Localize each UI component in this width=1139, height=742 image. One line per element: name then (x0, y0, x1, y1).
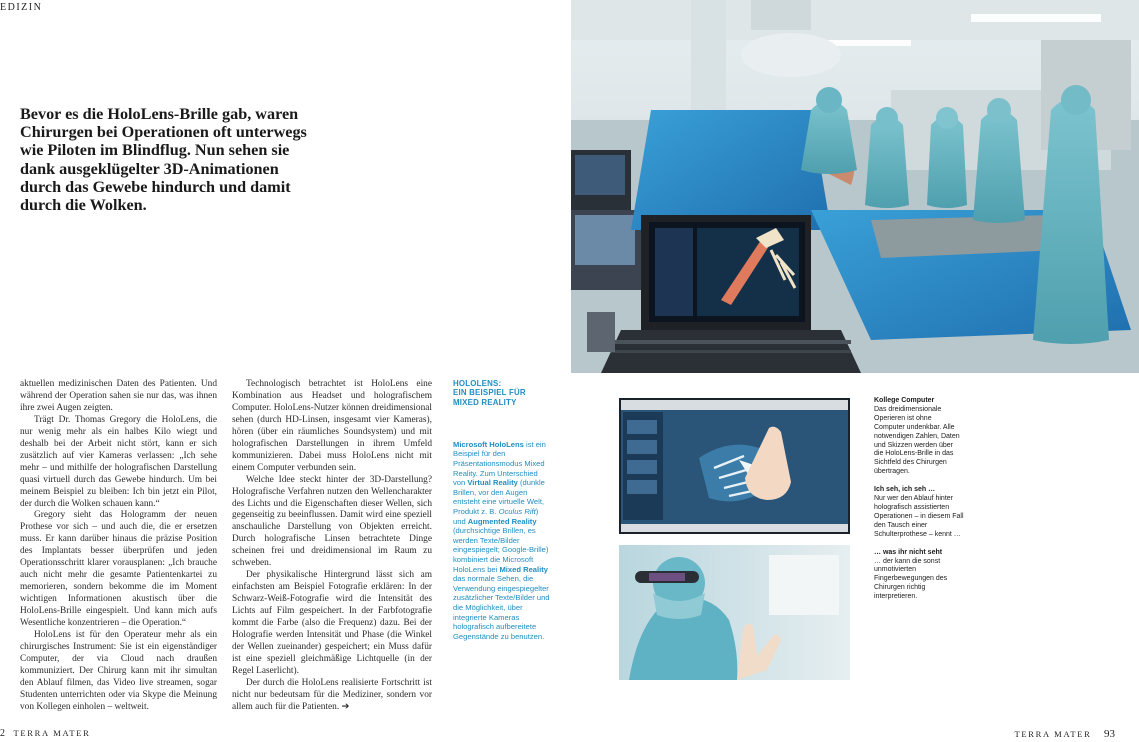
info-box-text-run: Augmented Reality (467, 516, 537, 526)
magazine-name-right: TERRA MATER (1014, 729, 1092, 739)
info-box-text-run: (durchsichtige Brillen, es werden Texte/Bilder eingespiegelt; Google-Brille) kombiniert die Microsoft HoloLens bei (453, 526, 549, 574)
info-box-heading: HOLOLENS: EIN BEISPIEL FÜR MIXED REALITY (453, 379, 526, 407)
hologram-shoulder-illustration (619, 398, 850, 534)
folio-right (1014, 728, 1115, 740)
caption-title: … was ihr nicht seht (874, 548, 943, 556)
article-paragraph: Welche Idee steckt hinter der 3D-Darstellung? Holografische Verfahren nutzen den Wellencharakter des Lichts und die Eigenschaften dieser Wellen, sich gegenseitig zu beeinflussen. Damit wird eine speziell anschauliche Darstellung von Objekten erreicht. Durch holografische Linsen betrachtete Dinge scheinen frei und dreidimensional im Raum zu schweben. (232, 474, 432, 569)
info-box-text-run: ) und (453, 507, 539, 526)
operating-room-illustration (571, 0, 1139, 373)
photo-captions (874, 397, 964, 611)
caption-title: Ich seh, ich seh … (874, 486, 936, 494)
hololens-info-box (453, 379, 551, 641)
page-number-left: 2 (0, 728, 5, 739)
intro-paragraph: Bevor es die HoloLens-Brille gab, waren Chirurgen bei Operationen oft unterwegs wie Piloten im Blindflug. Nun sehen sie dank ausgeklügelter 3D-Animationen durch das Gewebe hindurch und damit durch die Wolken. (20, 105, 307, 215)
caption (874, 397, 964, 477)
info-box-text-run: (dunkle Brillen, vor den Augen entsteht eine virtuelle Welt, Produkt z. B. (453, 478, 545, 517)
article-column-2 (232, 379, 432, 714)
surgeon-hololens-photo (619, 545, 850, 680)
caption (874, 549, 964, 602)
caption-title: Kollege Computer (874, 397, 935, 404)
article-paragraph: Der physikalische Hintergrund lässt sich am einfachsten am Beispiel Fotografie erklären: In der Schwarz-Weiß-Fotografie wird die Intensität des Lichts auf Film gespeichert. In der Farbfotografie kommt die Farbe (also die Frequenz) dazu. Bei der Holografie werden Intensität und Phase (die Winkel der Wellen zueinander) gespeichert; ein Muss dafür ist eine speziell gleichmäßige Lichtquelle (in der Regel Laserlicht). (232, 570, 432, 676)
article-column-1 (20, 379, 217, 714)
info-box-text-run: Oculus Rift (498, 507, 536, 517)
caption (874, 486, 964, 539)
article-paragraph: aktuellen medizinischen Daten des Patienten. Und während der Operation sahen sie nur das, was ihnen ihre zwei Augen zeigten. (20, 379, 217, 413)
operating-room-photo (571, 0, 1139, 373)
hololens-view-photo (619, 398, 850, 534)
surgeon-illustration (619, 545, 850, 680)
info-box-text-run: das normale Sehen, die Verwendung eingespiegelter zusätzlicher Texte/Bilder und die Möglichkeit, über integrierte Kameras holografisch aufbereitete Gegenstände zu benutzen. (453, 574, 550, 641)
caption-text: Nur wer den Ablauf hinter holografisch assistierten Operationen – in diesem Fall den Tausch einer Schulterprothese – kennt … (874, 495, 964, 538)
info-box-text-run: Mixed Reality (499, 564, 548, 574)
page-number-right: 93 (1104, 728, 1115, 740)
caption-text: Das dreidimensionale Operieren ist ohne Computer undenkbar. Alle notwendigen Zahlen, Daten und Skizzen werden über die HoloLens-Brille in das Sichtfeld des Chirurgen übertragen. (874, 405, 960, 476)
article-paragraph: Der durch die HoloLens realisierte Fortschritt ist nicht nur bedeutsam für die Mediziner, sondern vor allem auch für die Patienten. ➔ (232, 677, 432, 712)
info-box-text-run: Microsoft HoloLens (453, 439, 524, 449)
article-paragraph: Gregory sieht das Hologramm der neuen Prothese vor sich – und auch die, die er ersetzen muss. Er kann darüber hinaus die präzise Position des Implantats besser überprüfen und jeden Operationsschritt klarer vorausplanen: „Ich brauche auch nicht mehr die gesamte Patientenkartei zu memorieren, sondern bekomme die im Moment wichtigen Informationen akustisch über die HoloLens-Brille eingespielt. Und kann mich aufs Wesentliche konzentrieren – die Operation.“ (20, 510, 217, 629)
folio-left (0, 728, 91, 739)
caption-text: … der kann die sonst unmotivierten Fingerbewegungen des Chirurgen richtig interpretieren. (874, 557, 948, 601)
section-tag: EDIZIN (0, 2, 43, 13)
info-box-text-run: Virtual Reality (467, 478, 518, 488)
article-paragraph: Technologisch betrachtet ist HoloLens eine Kombination aus Headset und holografischem Computer. HoloLens-Nutzer können dreidimensional sehen (durch HD-Linsen, insgesamt vier Kameras), hören (über ein räumliches Soundsystem) und mit holografischen Darstellungen in ihrem Umfeld kommunizieren. Dabei muss HoloLens nicht mit einem Computer verbunden sein. (232, 379, 432, 473)
magazine-name-left: TERRA MATER (13, 728, 91, 738)
info-box-text-run: ist ein Beispiel für den Präsentationsmodus Mixed Reality. Zum Unterschied von (453, 439, 546, 488)
article-paragraph: HoloLens ist für den Operateur mehr als ein chirurgisches Instrument: Sie ist ein eigenständiger Computer, der via Cloud nach draußen kommuniziert. Der Chirurg kann mit ihr simultan den Ablauf filmen, das Video live streamen, sogar Studenten unterrichten oder via Skype die Meinung von Kollegen einholen – weltweit. (20, 630, 217, 712)
article-paragraph: Trägt Dr. Thomas Gregory die HoloLens, die nur wenig mehr als ein halbes Kilo wiegt und deshalb bei der Arbeit nicht stört, kann er sich zusätzlich auf vier Kameras verlassen: „Ich sehe mehr – und mithilfe der holografischen Darstellung quasi virtuell durch das Gewebe hindurch. Um bei meinem Beispiel zu bleiben: Ich bin jetzt ein Pilot, der durch die Wolken schauen kann.“ (20, 414, 217, 509)
info-box-body (453, 440, 551, 641)
